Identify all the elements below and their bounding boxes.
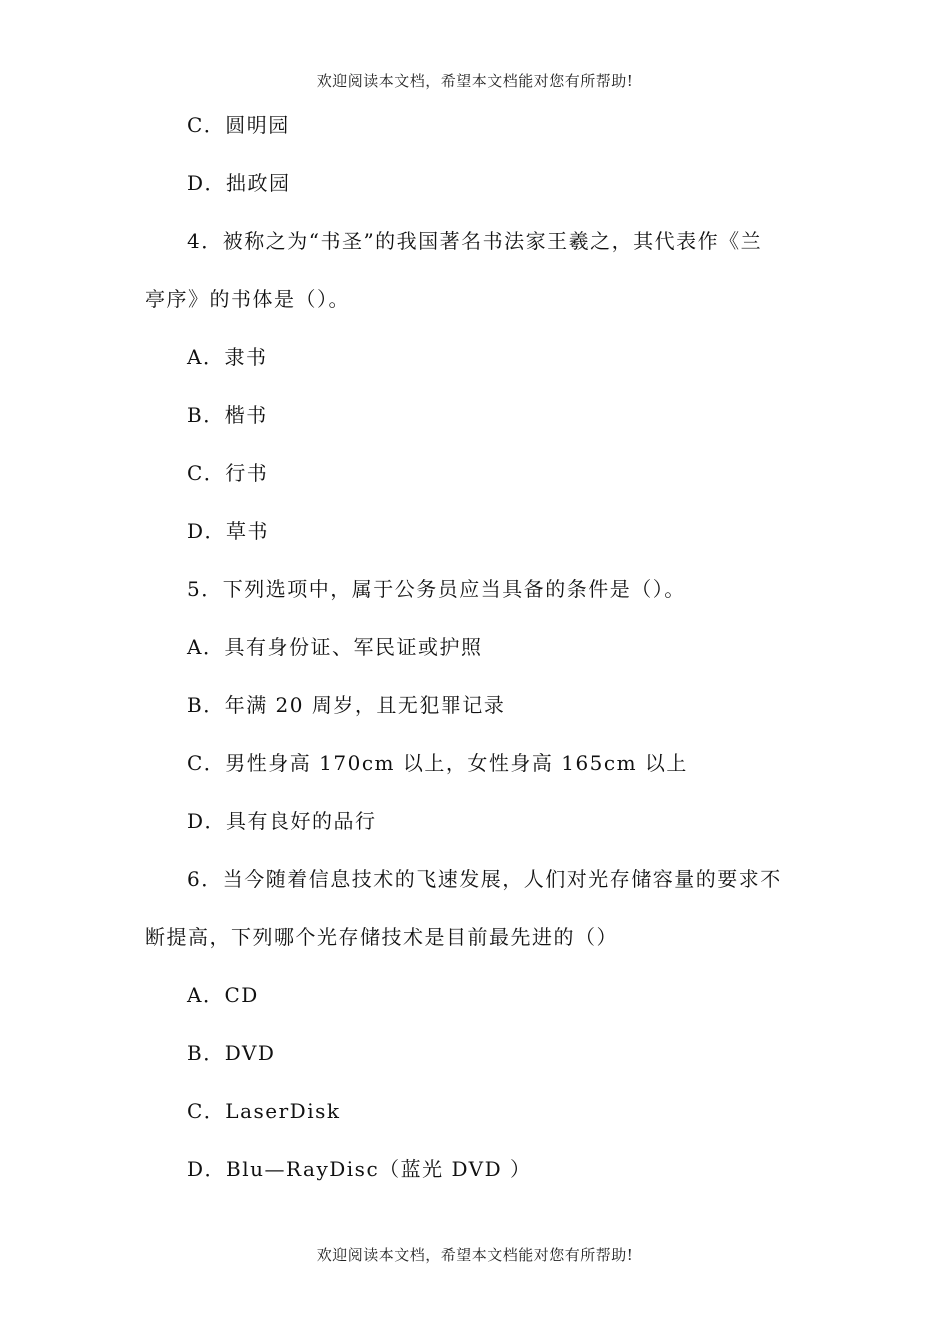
option-c-q5: C．男性身高 170cm 以上，女性身高 165cm 以上: [187, 751, 688, 775]
option-b-q4: B．楷书: [187, 403, 268, 427]
question-6-line-2: 断提高，下列哪个光存储技术是目前最先进的（）: [145, 925, 618, 949]
option-a-q6: A．CD: [187, 983, 259, 1007]
question-4-line-2: 亭序》的书体是（）。: [145, 287, 350, 311]
option-c-q6: C．LaserDisk: [187, 1099, 341, 1123]
option-b-q6: B．DVD: [187, 1041, 276, 1065]
question-5: 5．下列选项中，属于公务员应当具备的条件是（）。: [187, 577, 686, 601]
page-header: 欢迎阅读本文档，希望本文档能对您有所帮助!: [316, 72, 634, 90]
option-d-q6: D．Blu—RayDisc（蓝光 DVD ）: [187, 1157, 532, 1181]
question-4-line-1: 4．被称之为“书圣”的我国著名书法家王羲之，其代表作《兰: [187, 229, 763, 253]
document-body: [145, 104, 815, 1206]
option-b-q5: B．年满 20 周岁，且无犯罪记录: [187, 693, 506, 717]
option-a-q5: A．具有身份证、军民证或护照: [187, 635, 483, 659]
option-d-q3: D．拙政园: [187, 171, 291, 195]
option-a-q4: A．隶书: [187, 345, 268, 369]
page-footer: 欢迎阅读本文档，希望本文档能对您有所帮助!: [316, 1246, 634, 1264]
option-d-q4: D．草书: [187, 519, 270, 543]
option-c-q4: C．行书: [187, 461, 269, 485]
option-d-q5: D．具有良好的品行: [187, 809, 377, 833]
option-c-q3: C．圆明园: [187, 113, 290, 137]
question-6-line-1: 6．当今随着信息技术的飞速发展，人们对光存储容量的要求不: [187, 867, 782, 891]
